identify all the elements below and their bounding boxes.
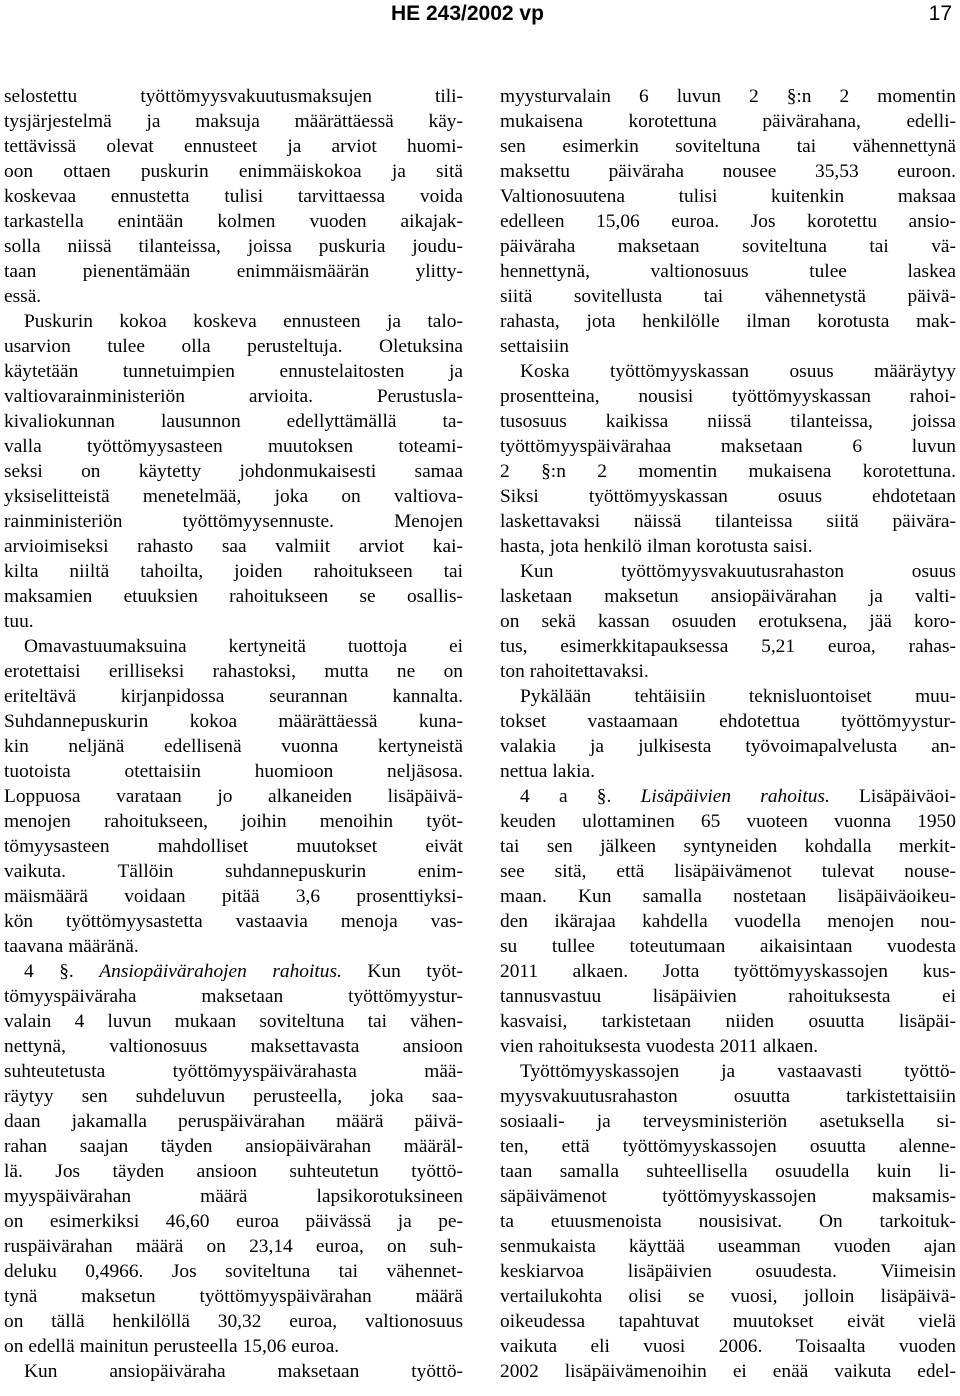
text-line: deluku 0,4966. Jos soviteltuna tai vähennet- <box>4 1261 463 1282</box>
text-line: vertailukohta olisi se vuosi, jolloin lisäpäivä- <box>500 1286 956 1307</box>
text-line: settaisiin <box>500 336 569 357</box>
text-line: taan pienentämään enimmäismäärän ylitty- <box>4 261 463 282</box>
text-line: tokset vastaamaan ehdotettua työttömyystur- <box>500 711 956 732</box>
text-line: tusosuus kaikissa niissä tilanteissa, joissa <box>500 411 956 432</box>
right-column <box>500 84 956 1384</box>
text-line: Omavastuumaksuina kertyneitä tuottoja ei <box>24 636 463 657</box>
text-line: tannusvastuu lisäpäivien rahoituksesta ei <box>500 986 956 1007</box>
text-line: arvioimiseksi rahasto saa valmiit arviot kai- <box>4 536 463 557</box>
text-line: Pykälään tehtäisiin teknisluontoiset muu- <box>520 686 956 707</box>
text-line: menojen rahoitukseen, joihin menoihin työt- <box>4 811 463 832</box>
text-line: den ikärajaa kahdella vuodella menojen nou- <box>500 911 956 932</box>
text-line: valain 4 luvun mukaan soviteltuna tai vähen- <box>4 1011 463 1032</box>
text-line: maksettu päiväraha nousee 35,53 euroon. <box>500 161 956 182</box>
text-line: Koska työttömyyskassan osuus määräytyy <box>520 361 956 382</box>
text-line: nettynä, valtionosuus maksettavasta ansioon <box>4 1036 463 1057</box>
text-line: tarkastella enintään kolmen vuoden aikajak- <box>4 211 463 232</box>
text-line: eriteltävä kirjanpidossa seurannan kannalta. <box>4 686 463 707</box>
text-line: Siksi työttömyyskassan osuus ehdotetaan <box>500 486 956 507</box>
text-line: rahasta, jota henkilölle ilman korotusta mak- <box>500 311 956 332</box>
text-line: Loppuosa varataan jo alkaneiden lisäpäivä- <box>4 786 463 807</box>
text-line: käytetään tunnetuimpien ennustelaitosten ja <box>4 361 463 382</box>
text-line: essä. <box>4 286 42 307</box>
text-line: solla niissä tilanteissa, joissa puskuria joudu- <box>4 236 463 257</box>
text-line: maan. Kun samalla nostetaan lisäpäiväoikeu- <box>500 886 956 907</box>
text-line: säpäivämenot työttömyyskassojen maksamis- <box>500 1186 956 1207</box>
text-line: suhteutetusta työttömyyspäivärahasta mää- <box>4 1061 463 1082</box>
text-line: on esimerkiksi 46,60 euroa päivässä ja pe- <box>4 1211 463 1232</box>
text-line: laskettavaksi näissä tilanteissa siitä päivära- <box>500 511 956 532</box>
text-line: kilta niiltä tahoilta, joiden rahoitukseen tai <box>4 561 463 582</box>
text-line: lä. Jos täyden ansioon suhteutetun työttö- <box>4 1161 463 1182</box>
text-line: daan jakamalla peruspäivärahan määrä päivä- <box>4 1111 463 1132</box>
text-line: keskiarvoa lisäpäivien osuudesta. Viimeisin <box>500 1261 956 1282</box>
text-line: myyspäivärahan määrä lapsikorotuksineen <box>4 1186 463 1207</box>
text-line: vien rahoituksesta vuodesta 2011 alkaen. <box>500 1036 819 1057</box>
text-line: tömyysasteen mahdolliset muutokset eivät <box>4 836 463 857</box>
text-line: on sekä kassan osuuden erotuksena, jää koro- <box>500 611 956 632</box>
text-line: 4 §. Ansiopäivärahojen rahoitus. Kun työt- <box>24 961 463 982</box>
text-line: prosentteina, nousisi työttömyyskassan rahoi- <box>500 386 956 407</box>
text-line: oon ottaen puskurin enimmäiskokoa ja sitä <box>4 161 463 182</box>
text-line: Kun työttömyysvakuutusrahaston osuus <box>520 561 956 582</box>
text-line: päiväraha maksetaan soviteltuna tai vä- <box>500 236 956 257</box>
text-line: usarvion tulee olla perusteltuja. Oletuksina <box>4 336 463 357</box>
text-line: vaikuta. Tällöin suhdannepuskurin enim- <box>4 861 463 882</box>
text-line: valla työttömyysasteen muutoksen toteami- <box>4 436 463 457</box>
text-line: see sitä, että lisäpäivämenot tulevat nouse- <box>500 861 956 882</box>
text-line: yksiselitteistä menetelmää, joka on valtiova- <box>4 486 463 507</box>
left-column <box>4 84 463 1384</box>
text-line: kivaliokunnan lausunnon edellyttämällä ta- <box>4 411 463 432</box>
text-line: ruspäivärahan määrä on 23,14 euroa, on suh- <box>4 1236 463 1257</box>
document-id: HE 243/2002 vp <box>391 2 544 25</box>
text-line: rahan saajan täyden ansiopäivärahan määräl- <box>4 1136 463 1157</box>
text-line: räytyy sen suhdeluvun perusteella, joka saa- <box>4 1086 463 1107</box>
text-line: erotettaisi erilliseksi rahastoksi, mutta ne on <box>4 661 463 682</box>
text-line: ta etuusmenoista nousisivat. On tarkoituk- <box>500 1211 956 1232</box>
text-line: selostettu työttömyysvakuutusmaksujen tili- <box>4 86 463 107</box>
text-line: taan samalla suhteellisella osuudella kuin li- <box>500 1161 956 1182</box>
text-line: tuotoista otettaisiin huomioon neljäsosa. <box>4 761 463 782</box>
text-line: tömyyspäiväraha maksetaan työttömyystur- <box>4 986 463 1007</box>
text-line: su tullee toteutumaan aikaisintaan vuodesta <box>500 936 956 957</box>
text-line: myysvakuutusrahaston osuutta tarkistettaisiin <box>500 1086 956 1107</box>
text-line: tysjärjestelmä ja maksuja määrättäessä käy- <box>4 111 463 132</box>
text-line: kön työttömyysastetta vastaavia menoja vas- <box>4 911 463 932</box>
text-line: keuden ulottaminen 65 vuoteen vuonna 1950 <box>500 811 956 832</box>
page-header <box>0 0 960 28</box>
text-line: maksamien etuuksien rahoitukseen se osallis- <box>4 586 463 607</box>
text-line: kasvaisi, tarkistetaan niiden osuutta lisäpäi- <box>500 1011 956 1032</box>
text-line: mäismäärä voidaan pitää 3,6 prosenttiyksi- <box>4 886 463 907</box>
text-line: Puskurin kokoa koskeva ennusteen ja talo- <box>24 311 463 332</box>
text-line: 4 a §. Lisäpäivien rahoitus. Lisäpäiväoi- <box>520 786 956 807</box>
text-line: valtiovarainministeriön arvioita. Perustusla- <box>4 386 463 407</box>
text-line: mukaisena korotettuna päivärahana, edelli- <box>500 111 956 132</box>
text-line: Kun ansiopäiväraha maksetaan työttö- <box>24 1361 463 1382</box>
text-line: ten, että työttömyyskassojen osuutta alenne- <box>500 1136 956 1157</box>
text-line: 2 §:n 2 momentin mukaisena korotettuna. <box>500 461 956 482</box>
text-line: senmukaista käyttää useamman vuoden ajan <box>500 1236 956 1257</box>
text-line: hasta, jota henkilö ilman korotusta saisi. <box>500 536 813 557</box>
text-line: hennettynä, valtionosuus tulee laskea <box>500 261 956 282</box>
text-line: työttömyyspäivärahaa maksetaan 6 luvun <box>500 436 956 457</box>
text-line: Valtionosuutena tulisi kuitenkin maksaa <box>500 186 956 207</box>
text-line: 2011 alkaen. Jotta työttömyyskassojen kus- <box>500 961 956 982</box>
text-line: tuu. <box>4 611 34 632</box>
text-line: oikeudessa tapahtuvat muutokset eivät vielä <box>500 1311 956 1332</box>
text-line: koskevaa ennustetta tulisi tarvittaessa voida <box>4 186 463 207</box>
text-line: lasketaan maksetun ansiopäivärahan ja valti- <box>500 586 956 607</box>
text-line: ton rahoitettavaksi. <box>500 661 649 682</box>
text-line: vaikuta eli vuosi 2006. Toisaalta vuoden <box>500 1336 956 1357</box>
text-line: on tällä henkilöllä 30,32 euroa, valtionosuus <box>4 1311 463 1332</box>
text-line: sosiaali- ja terveysministeriön asetuksella si- <box>500 1111 956 1132</box>
text-line: on edellä mainitun perusteella 15,06 euroa. <box>4 1336 340 1357</box>
text-line: edelleen 15,06 euroa. Jos korotettu ansio- <box>500 211 956 232</box>
text-line: seksi on käytetty johdonmukaisesti samaa <box>4 461 463 482</box>
text-line: taavana määränä. <box>4 936 139 957</box>
text-line: tynä maksetun työttömyyspäivärahan määrä <box>4 1286 463 1307</box>
text-line: siitä sovitellusta tai vähennetystä päivä- <box>500 286 956 307</box>
text-line: valakia ja julkisesta työvoimapalvelusta an- <box>500 736 956 757</box>
text-line: myysturvalain 6 luvun 2 §:n 2 momentin <box>500 86 956 107</box>
text-line: tai sen jälkeen syntyneiden kohdalla merkit- <box>500 836 956 857</box>
text-line: tus, esimerkkitapauksessa 5,21 euroa, rahas- <box>500 636 956 657</box>
text-line: 2002 lisäpäivämenoihin ei enää vaikuta edel- <box>500 1361 956 1382</box>
text-line: Suhdannepuskurin kokoa määrättäessä kuna- <box>4 711 463 732</box>
text-line: nettua lakia. <box>500 761 595 782</box>
text-line: Työttömyyskassojen ja vastaavasti työttö- <box>520 1061 956 1082</box>
page-number: 17 <box>928 2 952 25</box>
text-line: sen esimerkin soviteltuna tai vähennettynä <box>500 136 956 157</box>
text-line: rainministeriön työttömyysennuste. Menojen <box>4 511 463 532</box>
text-line: tettävissä olevat ennusteet ja arviot huomi- <box>4 136 463 157</box>
text-line: kin neljänä edellisenä vuonna kertyneistä <box>4 736 463 757</box>
